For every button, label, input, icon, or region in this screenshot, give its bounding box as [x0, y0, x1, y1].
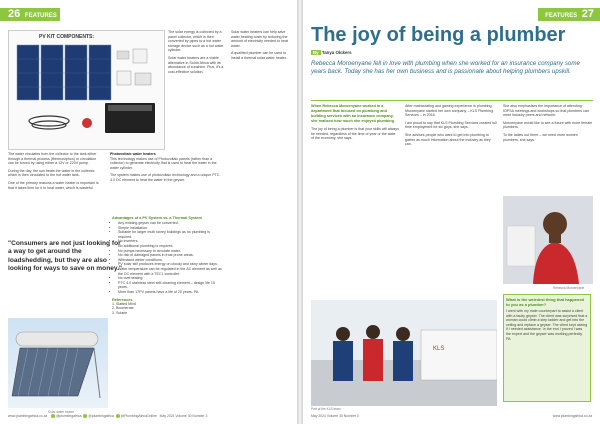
reference-item: 2. Boomerate — [112, 306, 134, 311]
section-bar-left — [0, 8, 60, 21]
article-column-2 — [405, 104, 497, 150]
col1-para-4: She advises people who want to get into plumbing to gather as much information about the industry as they can. — [405, 132, 491, 147]
advantage-item: • No pumps necessary to circulate water. — [118, 249, 224, 254]
advantage-item: • No additional plumbing is required. — [118, 244, 224, 249]
pv-heaters-column — [110, 152, 220, 186]
intro-bold: When Rebecca Moroenyane worked in a department that focused on plumbing and building services with an insurance company, she realised how much she enjoyed plumbing. — [311, 104, 395, 123]
pv-kit-diagram — [8, 30, 165, 150]
advantage-item: • Withstand winter conditions. — [118, 258, 224, 263]
body-para-1: The water circulates from the collector to the tank either through a thermal process (thermosiphon) or circulation can be forced by using either a 12V or 220V pump. — [8, 152, 97, 166]
section-label-right: FEATURES — [545, 13, 578, 19]
portrait-photo — [503, 196, 593, 284]
pv-panels-illustration — [9, 31, 164, 149]
footer-handle-1[interactable]: @plumbingafrica — [55, 413, 82, 418]
page-number-left: 26 — [8, 8, 21, 20]
references-list — [112, 302, 224, 316]
intro-column — [168, 30, 226, 77]
footer-handle-2[interactable]: @plumbingafrica — [88, 413, 114, 418]
social-icon — [83, 414, 87, 418]
advantage-item: • No risk of damaged panels in frost prone areas. — [118, 253, 224, 258]
col1-para-2: After matriculating and gaining experience in plumbing, Moroenyane started her own company – KLS Plumbing Services – in 2016. — [405, 104, 494, 118]
sidebar-heading: What is the weirdest thing that happened to you as a plumber? — [506, 297, 585, 307]
intro-para-4: A qualified plumber can be used to install a thermal solar water heater. — [231, 51, 287, 60]
advantages-list — [112, 221, 224, 295]
reference-item: 1. Slatted Mind — [112, 301, 136, 306]
intro-column-2 — [231, 30, 291, 64]
pv-para-2: The system makes use of photovoltaic technology and a unique PTC 4.0 DC element to heat the water in the geyser. — [110, 173, 220, 182]
headline: The joy of being a plumber — [311, 24, 566, 46]
reference-item: 3. Solarie — [112, 310, 128, 315]
byline-name: Tanya Olckers — [321, 50, 352, 55]
col2-para-2: Moroenyane would like to see a future with more female plumbers. — [503, 120, 593, 130]
intro-para-3: Solar water heaters can help save water heating costs by reducing the amount of electricity needed to heat water. — [231, 30, 288, 48]
sidebar-text: I went with my male counterpart to assist a client with a faulty geyser. The client was surprised that a woman could climb a step ladder and get into the ceiling and replace a geyser. The client kept asking if I needed assistance. In the end I proved I was the expert and the geyser was working perfectly. PA — [506, 309, 588, 341]
pull-quote: "Consumers are not just looking for a way to get around the loadshedding, but they are also looking for ways to save on money." — [8, 240, 123, 273]
article-column-1 — [311, 104, 399, 144]
advantage-item: • No overheating. — [118, 276, 224, 281]
body-column-left — [8, 152, 103, 193]
diagram-title: PV KIT COMPONENTS: — [39, 34, 95, 40]
byline — [311, 50, 352, 55]
standfirst: Rebecca Moroenyane fell in love with plumbing when she worked for an insurance company some years back. Today she has her own business and is passionate about helping plumbers upskill. — [311, 60, 580, 75]
footer-issue-left: May 2024 Volume 30 Number 3 — [159, 413, 208, 418]
social-icon — [116, 414, 120, 418]
article-column-3 — [503, 104, 593, 145]
caption-team: Part of the KLS team — [311, 407, 341, 411]
advantage-item: • More than 17PV panels have a life of 20 years. PA — [118, 290, 224, 295]
footer-left — [8, 414, 207, 418]
advantage-item: • Water temperature can be regulated in the AC element as well as the DC element with a TEC1 controller. — [118, 267, 224, 276]
solar-heater-photo — [8, 318, 108, 408]
advantage-item: • No inverters. — [118, 239, 224, 244]
col2-para-1: She also emphasises the importance of attending IOPSA meetings and workshops so that plumbers can meet industry peers and network. — [503, 104, 589, 118]
solar-heater-illustration — [8, 318, 108, 408]
col1-para-1: The joy of being a plumber is that your skills will always be needed, regardless of the time of year or the state of the economy, she says. — [311, 127, 399, 141]
advantage-item: • Any existing geyser can be converted. — [118, 221, 224, 226]
pv-heading: Photovoltaic water heaters — [110, 152, 156, 156]
right-page — [303, 0, 600, 424]
portrait-illustration — [503, 196, 593, 284]
col1-para-3: I am proud to say that KLS Plumbing Services created full time employment for six guys, she says. — [405, 120, 497, 130]
footer-handle-3[interactable]: @PlumbingAfricaOnline — [120, 413, 157, 418]
references-heading: References — [112, 297, 133, 302]
body-para-3: One of the primary reasons a water heater is important is that it takes time for it to heat water, which is wasteful. — [8, 180, 99, 190]
body-para-2: During the day, the sun heats the water in the collector, which is then circulated to the hot water tank. — [8, 168, 96, 178]
left-page — [0, 0, 297, 424]
advantage-item: • Simple installation. — [118, 226, 224, 231]
advantages-box — [112, 216, 224, 315]
advantage-item: • PV solar still produces energy on cloudy and rainy winter days. — [118, 262, 224, 267]
team-illustration — [311, 300, 497, 406]
caption-heater: Solar water heater — [48, 410, 75, 414]
intro-para-1: The solar energy is collected by a panel collector, which is then converted by pipes to a hot water storage device such as a hot water cylinder. — [168, 30, 224, 53]
pv-para-1: This technology makes use of Photovoltaic panels (rather than a collector) to generate electricity that is used to heat the water in the water cylinder. — [110, 156, 217, 170]
social-icon — [51, 414, 55, 418]
advantage-item: • Suitable for larger multi storey buildings as no plumbing is required. — [118, 230, 224, 239]
team-photo — [311, 300, 497, 406]
caption-portrait: Rebecca Moroenyane — [553, 286, 585, 290]
intro-para-2: Solar water heaters are a viable alternative in South Africa with its abundance of sunshine. Plus, it's a cost-effective solution. — [168, 55, 224, 74]
col2-para-3: To the ladies out there – we need more women plumbers, she says. — [503, 132, 578, 142]
footer-site-left[interactable]: www.plumbingafrica.co.za — [8, 413, 48, 418]
advantage-item: • PTC 4.0 stainless steel self-cleaning element – design life 15 years. — [118, 281, 224, 290]
rule — [311, 100, 593, 101]
sidebar-box — [503, 294, 591, 402]
page-number-right: 27 — [581, 8, 594, 20]
byline-tag: By — [313, 50, 319, 55]
advantages-heading: Advantages of a PV System vs. a Thermal System — [112, 216, 202, 220]
footer-site-right[interactable]: www.plumbingafrica.co.za — [552, 414, 592, 418]
section-bar-right — [538, 8, 600, 21]
footer-issue-right: May 2024 Volume 30 Number 3 — [311, 414, 359, 418]
section-label-left: FEATURES — [24, 13, 57, 19]
svg-text:KLS: KLS — [433, 346, 445, 352]
